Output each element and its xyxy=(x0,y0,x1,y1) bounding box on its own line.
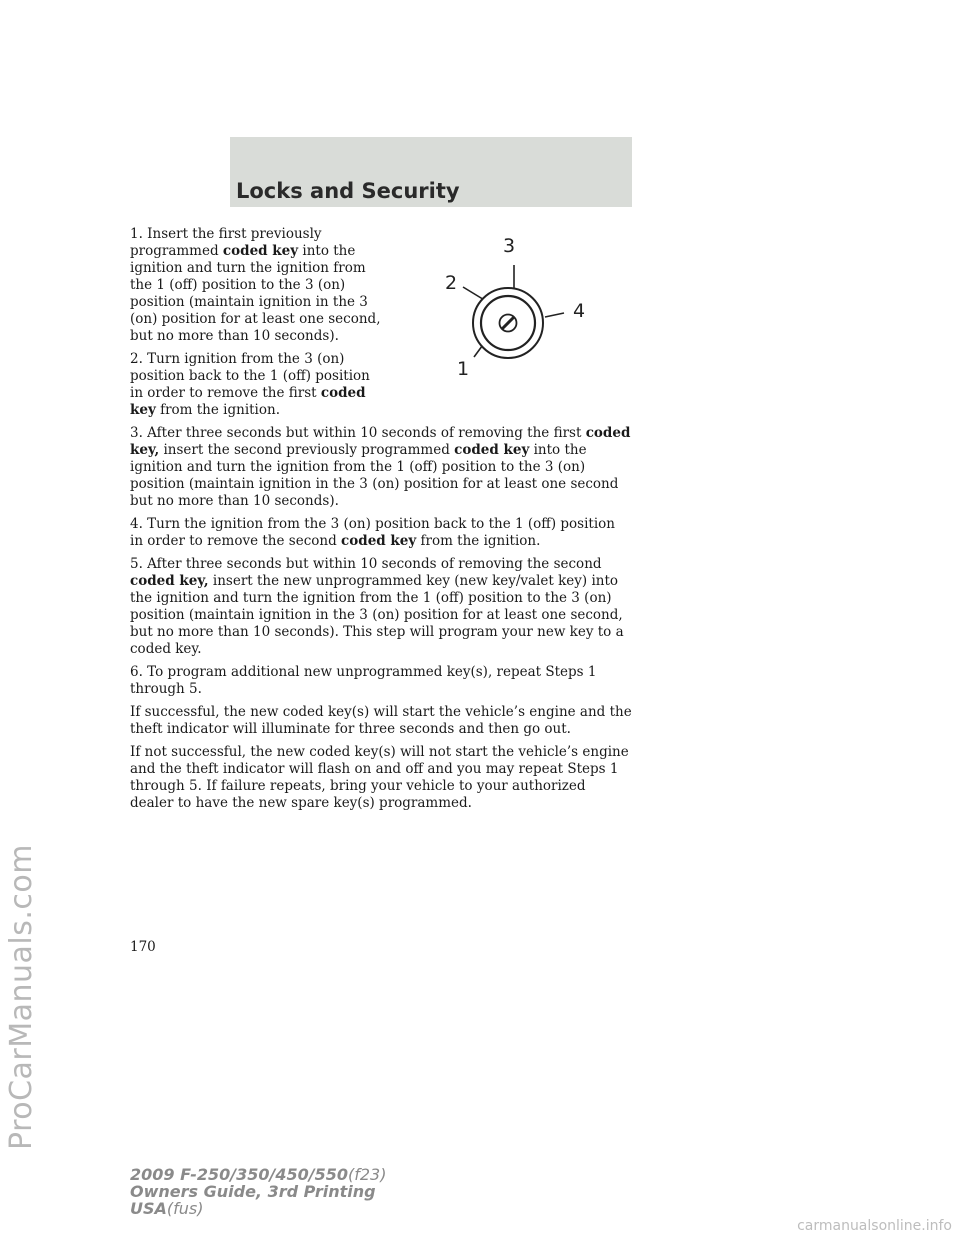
document-footer xyxy=(130,1166,386,1217)
section-header xyxy=(230,137,632,207)
footer-line-3: USA(fus) xyxy=(130,1199,204,1218)
position-label-3: 3 xyxy=(503,235,516,257)
position-label-1: 1 xyxy=(457,358,470,380)
step-4: 4. Turn the ignition from the 3 (on) position back to the 1 (off) position in order to remove the second coded key from the ignition. xyxy=(130,516,615,549)
page-number: 170 xyxy=(130,939,156,955)
footer-line-2: Owners Guide, 3rd Printing xyxy=(130,1182,376,1201)
position-label-2: 2 xyxy=(445,272,458,294)
step-5: 5. After three seconds but within 10 seconds of removing the second coded key, insert the new unprogrammed key (new key/valet key) into the ignition and turn the ignition from the 1 (off) position to the 3 (on) position (maintain ignition in the 3 (on) position for at least one second, but no more than 10 seconds). This step will program your new key to a coded key. xyxy=(130,556,624,657)
step-3: 3. After three seconds but within 10 seconds of removing the first coded key, insert the second previously programmed coded key into the ignition and turn the ignition from the 1 (off) position to the 3 (on) position (maintain ignition in the 3 (on) position for at least one second but no more than 10 seconds). xyxy=(130,425,631,509)
side-watermark: ProCarManuals.com xyxy=(4,843,39,1150)
instructions-body xyxy=(130,226,632,818)
step-2: 2. Turn ignition from the 3 (on) position back to the 1 (off) position in order to remove the first coded key from the ignition. xyxy=(130,351,370,418)
position-label-4: 4 xyxy=(573,300,586,322)
section-title: Locks and Security xyxy=(236,179,460,203)
wrapped-column xyxy=(130,226,382,419)
step-6: 6. To program additional new unprogrammed key(s), repeat Steps 1 through 5. xyxy=(130,664,597,697)
failure-note: If not successful, the new coded key(s) will not start the vehicle’s engine and the theft indicator will flash on and off and you may repeat Steps 1 through 5. If failure repeats, bring your vehicle to your authorized dealer to have the new spare key(s) programmed. xyxy=(130,744,629,811)
success-note: If successful, the new coded key(s) will start the vehicle’s engine and the theft indicator will illuminate for three seconds and then go out. xyxy=(130,704,632,737)
step-1: 1. Insert the first previously programmed coded key into the ignition and turn the ignition from the 1 (off) position to the 3 (on) position (maintain ignition in the 3 (on) position for at least one second, but no more than 10 seconds). xyxy=(130,226,381,344)
bottom-watermark: carmanualsonline.info xyxy=(797,1218,952,1234)
footer-line-1: 2009 F-250/350/450/550(f23) xyxy=(130,1165,387,1184)
